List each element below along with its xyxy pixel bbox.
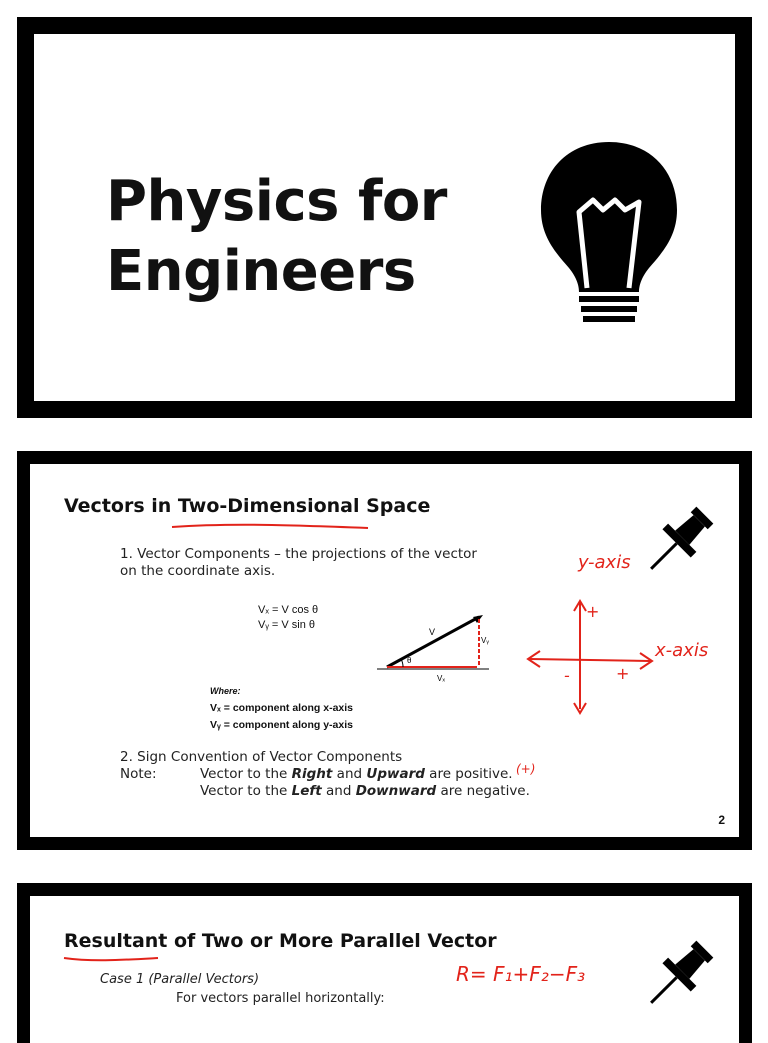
case1-label: Case 1 (Parallel Vectors)	[100, 972, 260, 987]
formula-box	[258, 603, 350, 643]
case1-sub: For vectors parallel horizontally:	[176, 991, 385, 1006]
item2-heading: 2. Sign Convention of Vector Components	[120, 749, 403, 765]
lightbulb-icon	[529, 136, 689, 326]
title-slide	[17, 17, 752, 418]
title-line-1: Physics for	[106, 169, 447, 234]
def-vy: Vᵧ = component along y-axis	[210, 719, 353, 731]
slide-heading: Resultant of Two or More Parallel Vector	[64, 930, 497, 952]
handwritten-y-axis: y-axis	[578, 552, 631, 573]
pushpin-icon	[638, 502, 718, 582]
formula-vy: Vᵧ = V sin θ	[258, 619, 316, 631]
note2-downward: Downward	[355, 783, 437, 799]
item1-line1: 1. Vector Components – the projections of the vector	[120, 546, 477, 562]
note-label: Note:	[120, 766, 157, 782]
def-vx: Vₓ = component along x-axis	[210, 702, 354, 714]
title-line-2: Engineers	[106, 239, 416, 304]
vector-diagram	[373, 609, 493, 684]
slide-title	[106, 167, 447, 307]
note1-mid: and	[332, 766, 367, 782]
pushpin-icon	[638, 936, 718, 1016]
note-line-2	[200, 783, 530, 799]
label-vy: Vᵧ	[481, 636, 489, 645]
handwritten-plus-sign: (+)	[516, 762, 536, 776]
note2-post: are negative.	[436, 783, 530, 799]
item1-line2: on the coordinate axis.	[120, 563, 276, 579]
label-v: V	[429, 627, 436, 637]
where-label: Where:	[210, 686, 241, 696]
handwritten-equation: R= F₁+F₂−F₃	[456, 962, 586, 986]
slide-heading: Vectors in Two-Dimensional Space	[64, 495, 431, 517]
note2-mid: and	[321, 783, 356, 799]
label-theta: θ	[407, 656, 412, 665]
handwritten-plus-y: +	[586, 602, 600, 621]
parallel-vectors-slide	[17, 883, 752, 1043]
label-vx: Vₓ	[437, 674, 445, 683]
red-underline	[170, 519, 370, 533]
note1-upward: Upward	[366, 766, 425, 782]
red-underline	[62, 952, 162, 966]
note-line-1	[200, 766, 513, 782]
handwritten-plus-x: +	[616, 664, 630, 683]
note1-post: are positive.	[424, 766, 513, 782]
note1-right: Right	[291, 766, 333, 782]
note2-pre: Vector to the	[200, 783, 292, 799]
handwritten-x-axis: x-axis	[655, 640, 709, 661]
note2-left: Left	[291, 783, 322, 799]
handwritten-minus: -	[564, 666, 570, 685]
note1-pre: Vector to the	[200, 766, 292, 782]
page-number: 2	[718, 813, 725, 827]
formula-vx: Vₓ = V cos θ	[258, 604, 319, 616]
vectors-slide	[17, 451, 752, 850]
